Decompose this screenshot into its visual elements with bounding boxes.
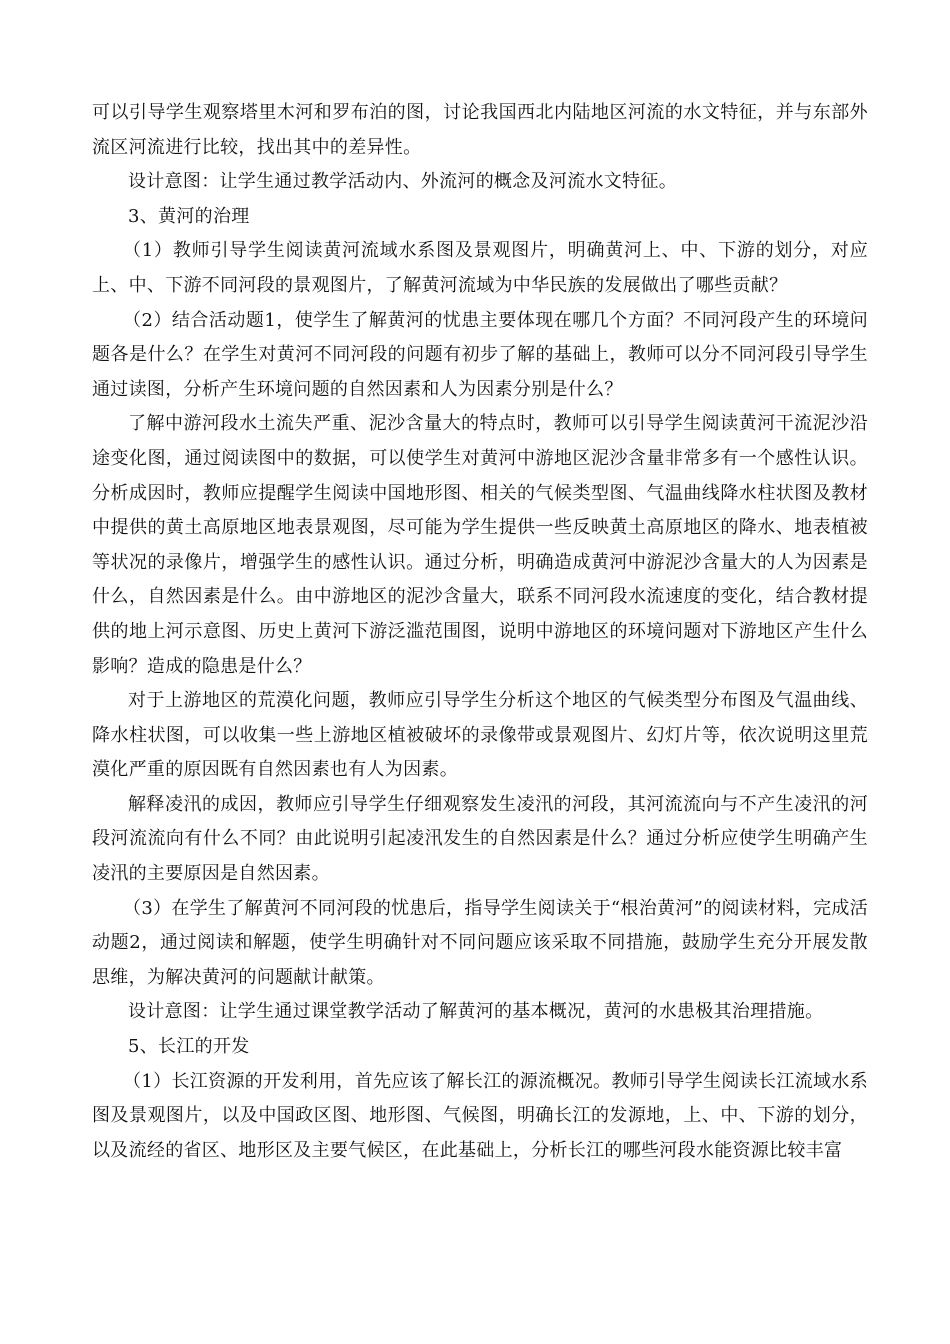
paragraph-intro: 可以引导学生观察塔里木河和罗布泊的图，讨论我国西北内陆地区河流的水文特征，并与东部外流区河流进行比较，找出其中的差异性。: [92, 102, 868, 158]
paragraph-step-3: （3）在学生了解黄河不同河段的忧患后，指导学生阅读关于“根治黄河”的阅读材料，完成活动题2，通过阅读和解题，使学生明确针对不同问题应该采取不同措施，鼓励学生充分开展发散思维，为解决黄河的问题献计献策。: [92, 897, 868, 988]
section-heading-yangtze: 5、长江的开发: [128, 1036, 250, 1058]
section-heading-yellow-river: 3、黄河的治理: [128, 205, 250, 227]
paragraph-upstream: 对于上游地区的荒漠化问题，教师应引导学生分析这个地区的气候类型分布图及气温曲线、降水柱状图，可以收集一些上游地区植被破坏的录像带或景观图片、幻灯片等，依次说明这里荒漠化严重的原因既有自然因素也有人为因素。: [92, 690, 868, 781]
paragraph-yangtze-step-1: （1）长江资源的开发利用，首先应该了解长江的源流概况。教师引导学生阅读长江流域水系图及景观图片，以及中国政区图、地形图、气候图，明确长江的发源地，上、中、下游的划分，以及流经的省区、地形区及主要气候区，在此基础上，分析长江的哪些河段水能资源比较丰富: [92, 1070, 868, 1161]
paragraph-design-intent-2: 设计意图：让学生通过课堂教学活动了解黄河的基本概况，黄河的水患极其治理措施。: [128, 1001, 824, 1023]
paragraph-design-intent-1: 设计意图：让学生通过教学活动内、外流河的概念及河流水文特征。: [128, 171, 677, 193]
paragraph-step-2: （2）结合活动题1，使学生了解黄河的忧患主要体现在哪几个方面？不同河段产生的环境问题各是什么？在学生对黄河不同河段的问题有初步了解的基础上，教师可以分不同河段引导学生通过读图，分析产生环境问题的自然因素和人为因素分别是什么？: [92, 309, 868, 400]
paragraph-ice-flood: 解释凌汛的成因，教师应引导学生仔细观察发生凌汛的河段，其河流流向与不产生凌汛的河段河流流向有什么不同？由此说明引起凌汛发生的自然因素是什么？通过分析应使学生明确产生凌汛的主要原因是自然因素。: [92, 793, 868, 885]
paragraph-step-1: （1）教师引导学生阅读黄河流域水系图及景观图片，明确黄河上、中、下游的划分，对应上、中、下游不同河段的景观图片，了解黄河流域为中华民族的发展做出了哪些贡献？: [92, 240, 868, 296]
document-page: [92, 96, 868, 1168]
paragraph-midstream: 了解中游河段水土流失严重、泥沙含量大的特点时，教师可以引导学生阅读黄河干流泥沙沿途变化图，通过阅读图中的数据，可以使学生对黄河中游地区泥沙含量非常多有一个感性认识。分析成因时，教师应提醒学生阅读中国地形图、相关的气候类型图、气温曲线降水柱状图及教材中提供的黄土高原地区地表景观图，尽可能为学生提供一些反映黄土高原地区的降水、地表植被等状况的录像片，增强学生的感性认识。通过分析，明确造成黄河中游泥沙含量大的人为因素是什么，自然因素是什么。由中游地区的泥沙含量大，联系不同河段水流速度的变化，结合教材提供的地上河示意图、历史上黄河下游泛滥范围图，说明中游地区的环境问题对下游地区产生什么影响？造成的隐患是什么？: [92, 413, 868, 677]
